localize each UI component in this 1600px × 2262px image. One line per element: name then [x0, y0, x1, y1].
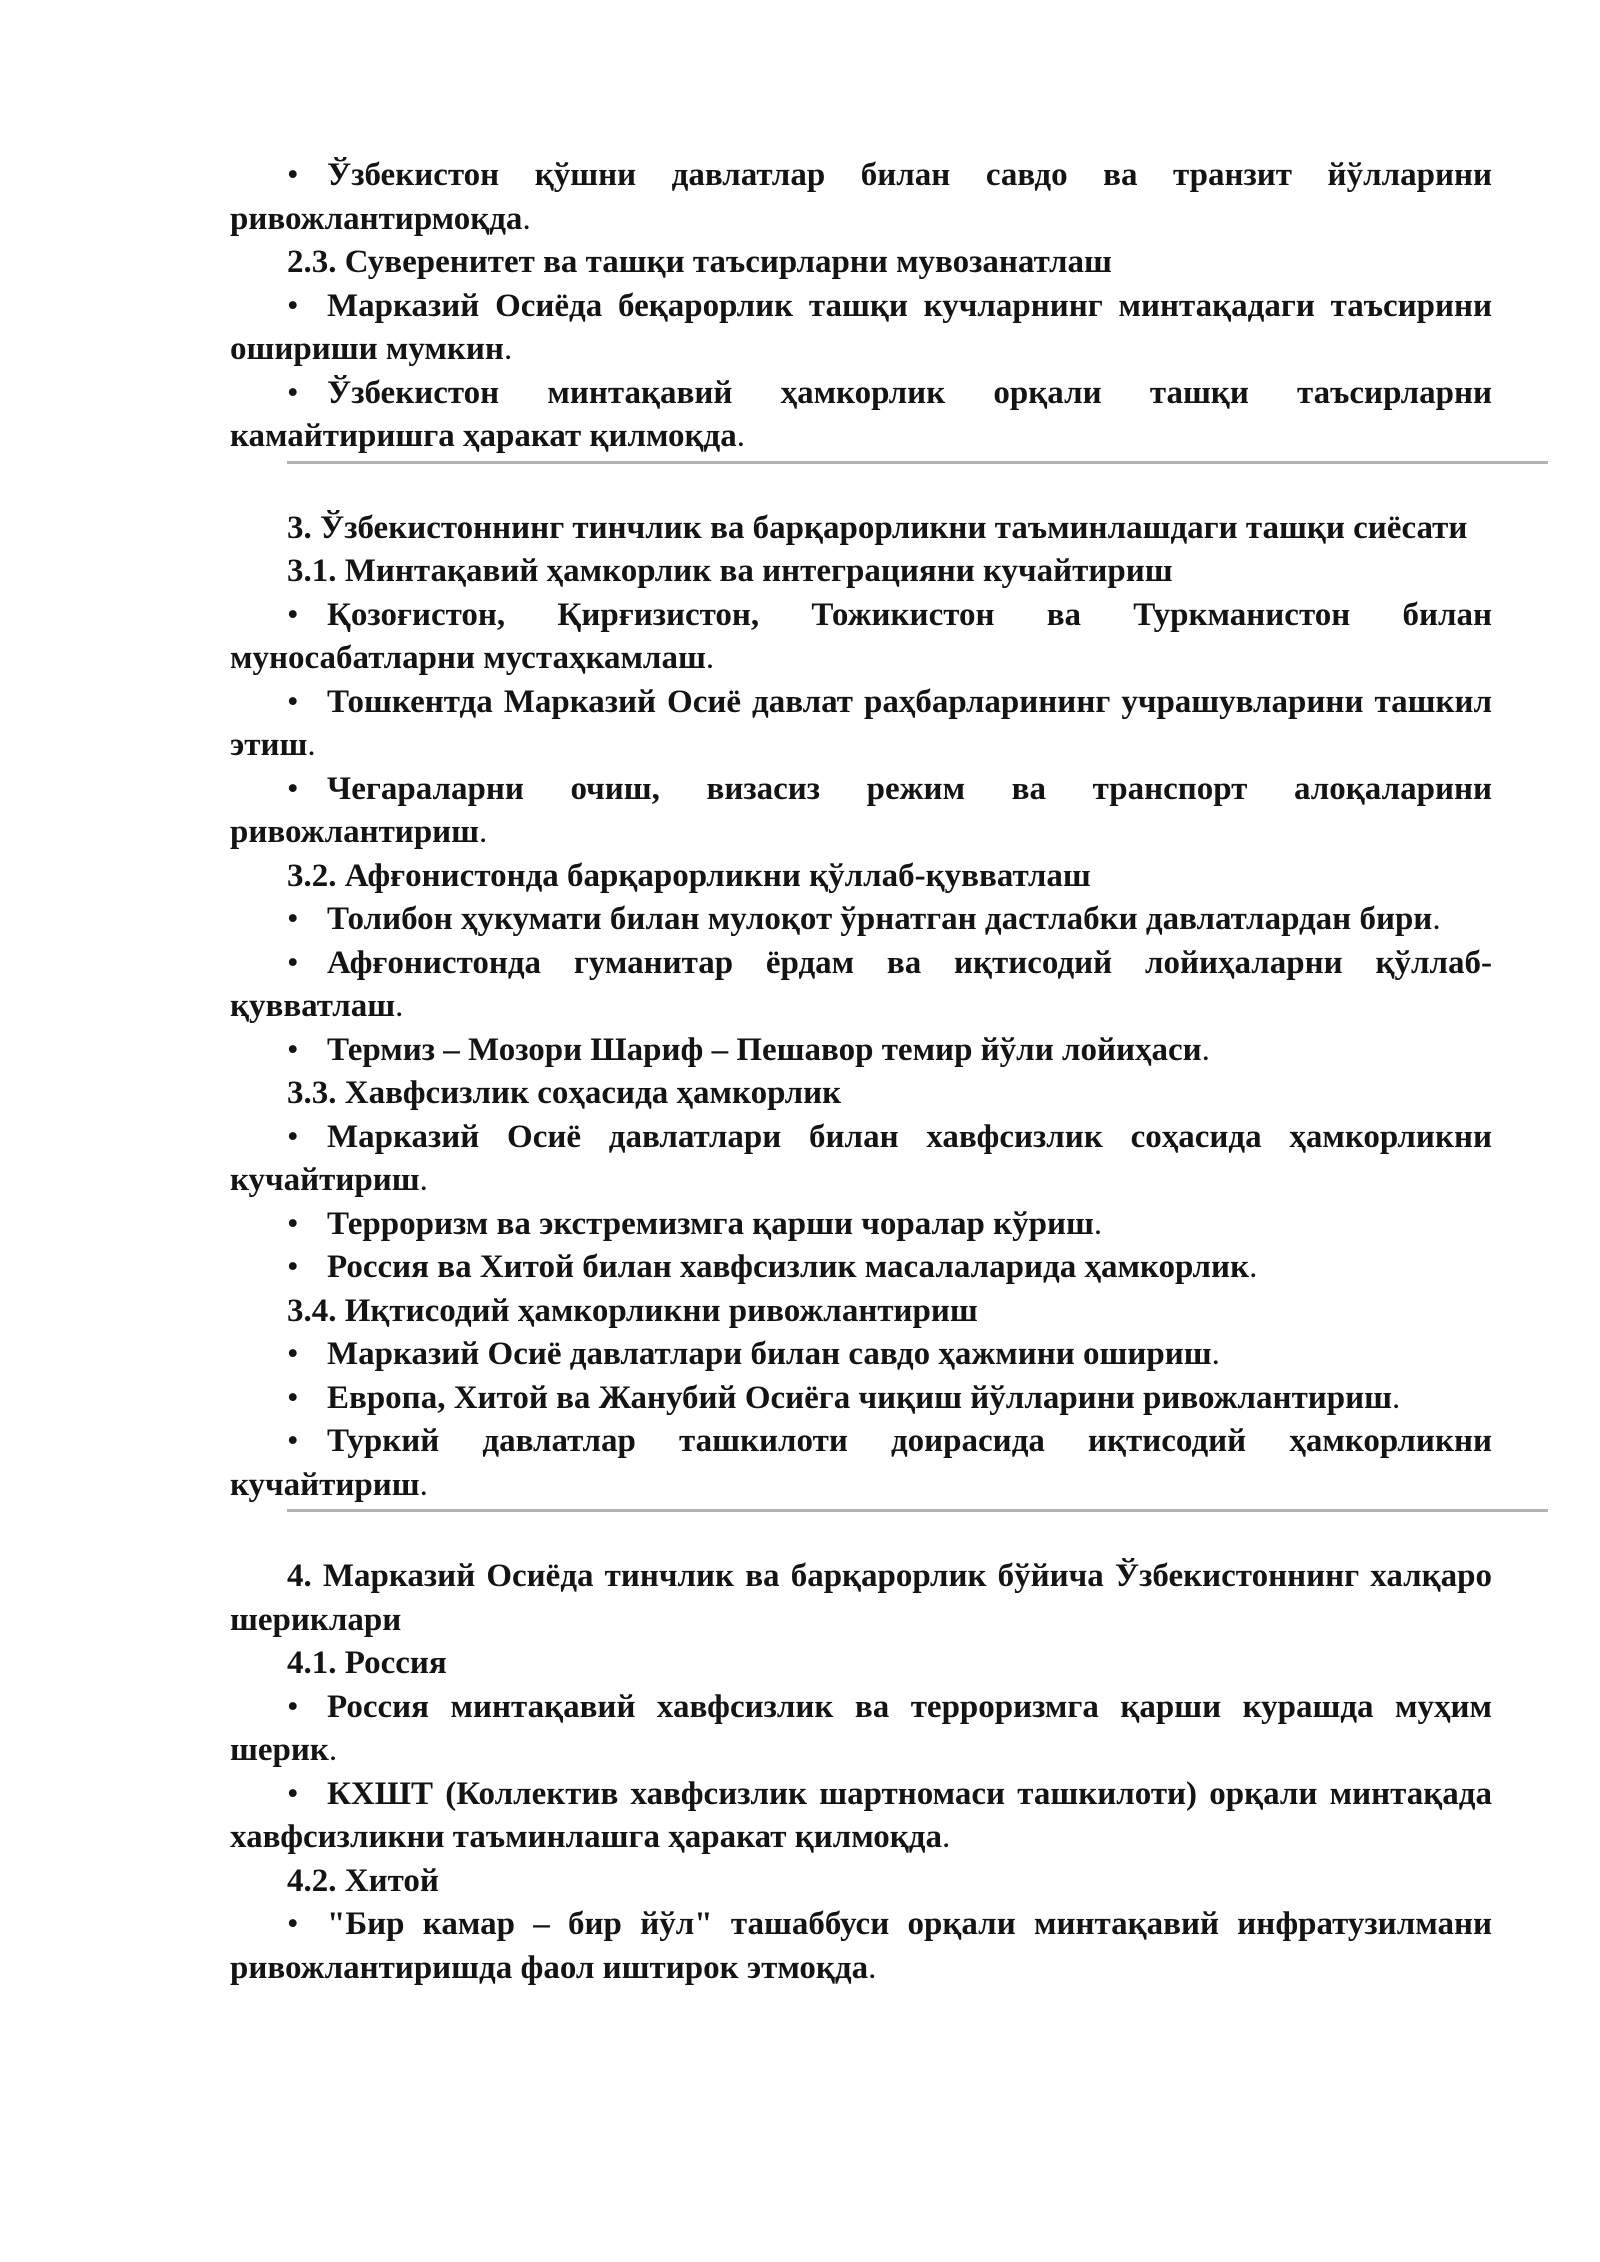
section-heading: 3. Ўзбекистоннинг тинчлик ва барқарорликни таъминлашдаги ташқи сиёсати: [287, 509, 1468, 546]
bullet-icon: •: [287, 1379, 299, 1416]
subsection-heading: 2.3. Суверенитет ва ташқи таъсирларни мувозанатлаш: [287, 244, 1112, 280]
period: .: [419, 1466, 428, 1503]
bullet-icon: •: [287, 157, 299, 193]
list-item: [230, 1116, 1492, 1203]
period: .: [868, 1949, 877, 1986]
list-item: [230, 1333, 1492, 1377]
bullet-icon: •: [287, 944, 299, 981]
list-item: [230, 942, 1492, 1029]
bullet-icon: •: [287, 1031, 299, 1068]
bullet-icon: •: [287, 683, 299, 720]
bullet-icon: •: [287, 596, 299, 633]
subsection-heading: 4.1. Россия: [287, 1645, 447, 1681]
subsection-heading: 3.1. Минтақавий ҳамкорлик ва интеграцияни кучайтириш: [287, 553, 1173, 589]
bullet-icon: •: [287, 1775, 299, 1812]
period: .: [328, 1732, 338, 1768]
list-item-text: Тошкентда Марказий Осиё давлат раҳбарларининг учрашувларини ташкил этиш: [230, 683, 1492, 763]
list-item: [230, 681, 1492, 768]
period: .: [1432, 901, 1441, 937]
list-item: [230, 768, 1492, 855]
period: .: [307, 727, 316, 763]
bullet-icon: •: [287, 901, 299, 937]
bullet-icon: •: [287, 1118, 299, 1155]
period: .: [736, 418, 745, 454]
subsection-heading: 4.2. Хитой: [287, 1862, 439, 1899]
bullet-icon: •: [287, 374, 299, 411]
bullet-icon: •: [287, 1205, 299, 1242]
list-item: [230, 1773, 1492, 1860]
list-item-text: Россия ва Хитой билан хавфсизлик масалаларида ҳамкорлик: [327, 1249, 1250, 1285]
bullet-icon: •: [287, 1906, 299, 1942]
bullet-icon: •: [287, 1688, 299, 1725]
period: .: [1211, 1336, 1220, 1372]
subsection-heading: 3.4. Иқтисодий ҳамкорликни ривожлантириш: [287, 1292, 978, 1329]
period: .: [479, 814, 488, 850]
list-item-text: КХШТ (Коллектив хавфсизлик шартномаси ташкилоти) орқали минтақада хавфсизликни таъминлашга ҳаракат қилмоқда: [230, 1775, 1492, 1855]
document-body: [230, 154, 1492, 1990]
list-item-text: Чегараларни очиш, визасиз режим ва транспорт алоқаларини ривожлантириш: [230, 770, 1492, 850]
period: .: [395, 988, 404, 1024]
list-item: [230, 285, 1492, 372]
list-item-text: Марказий Осиё давлатлари билан хавфсизлик соҳасида ҳамкорликни кучайтириш: [230, 1118, 1492, 1198]
period: .: [942, 1819, 951, 1855]
bullet-icon: •: [287, 770, 299, 807]
list-item: [230, 372, 1492, 459]
subsection-heading: 3.2. Афғонистонда барқарорликни қўллаб-қувватлаш: [287, 857, 1091, 894]
period: .: [522, 200, 531, 237]
period: .: [705, 640, 715, 676]
spacer: [230, 1512, 1492, 1555]
list-item-text: Термиз – Мозори Шариф – Пешавор темир йўли лойиҳаси: [327, 1031, 1202, 1068]
period: .: [1093, 1205, 1103, 1242]
bullet-icon: •: [287, 1249, 299, 1285]
list-item-text: Россия минтақавий хавфсизлик ва терроризмга қарши курашда муҳим шерик: [230, 1688, 1492, 1768]
section-heading: 4. Марказий Осиёда тинчлик ва барқарорлик бўйича Ўзбекистоннинг халқаро шериклари: [230, 1558, 1492, 1638]
period: .: [503, 331, 513, 367]
period: .: [419, 1162, 428, 1198]
list-item: [230, 898, 1492, 942]
list-item: [230, 1246, 1492, 1290]
list-item-text: "Бир камар – бир йўл" ташаббуси орқали минтақавий инфратузилмани ривожлантиришда фаол иштирок этмоқда: [230, 1906, 1492, 1986]
list-item-text: Европа, Хитой ва Жанубий Осиёга чиқиш йўлларини ривожлантириш: [327, 1379, 1393, 1416]
period: .: [1392, 1379, 1401, 1416]
bullet-icon: •: [287, 1336, 299, 1372]
list-item-text: Ўзбекистон қўшни давлатлар билан савдо ва транзит йўлларини ривожлантирмоқда: [230, 157, 1492, 237]
list-item-text: Афғонистонда гуманитар ёрдам ва иқтисодий лойиҳаларни қўллаб-қувватлаш: [230, 944, 1492, 1024]
period: .: [1249, 1249, 1258, 1285]
spacer: [230, 464, 1492, 507]
subsection-heading: 3.3. Хавфсизлик соҳасида ҳамкорлик: [287, 1075, 842, 1111]
list-item: [230, 1377, 1492, 1421]
bullet-icon: •: [287, 287, 299, 324]
list-item-text: Ўзбекистон минтақавий ҳамкорлик орқали ташқи таъсирларни камайтиришга ҳаракат қилмоқда: [230, 374, 1492, 454]
list-item-text: Қозоғистон, Қирғизистон, Тожикистон ва Туркманистон билан муносабатларни мустаҳкамлаш: [230, 596, 1492, 676]
list-item-text: Терроризм ва экстремизмга қарши чоралар кўриш: [327, 1205, 1094, 1242]
list-item: [230, 1420, 1492, 1507]
list-item: [230, 1203, 1492, 1247]
list-item: [230, 1029, 1492, 1073]
list-item: [230, 1686, 1492, 1773]
list-item-text: Толибон ҳукумати билан мулоқот ўрнатган дастлабки давлатлардан бири: [327, 901, 1433, 937]
list-item: [230, 154, 1492, 241]
list-item: [230, 1903, 1492, 1990]
bullet-icon: •: [287, 1423, 299, 1459]
list-item-text: Туркий давлатлар ташкилоти доирасида иқтисодий ҳамкорликни кучайтириш: [230, 1423, 1492, 1503]
period: .: [1201, 1031, 1210, 1068]
list-item-text: Марказий Осиё давлатлари билан савдо ҳажмини ошириш: [327, 1336, 1212, 1372]
list-item-text: Марказий Осиёда беқарорлик ташқи кучларнинг минтақадаги таъсирини ошириши мумкин: [230, 287, 1492, 367]
list-item: [230, 594, 1492, 681]
